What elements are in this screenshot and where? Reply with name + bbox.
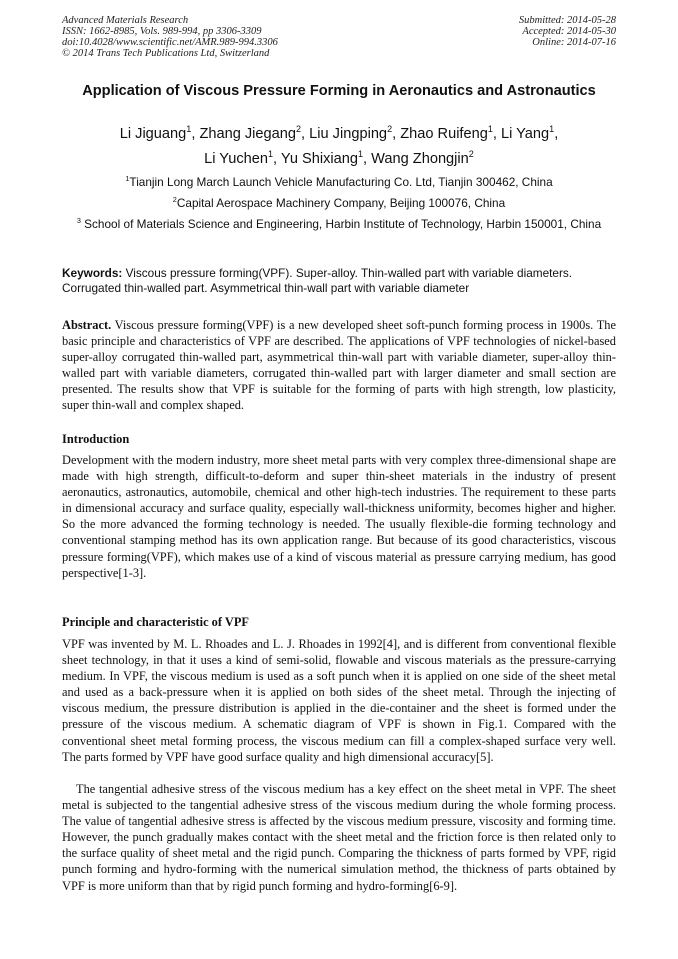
author: Zhang Jiegang$^2$ bbox=[199, 124, 302, 142]
publication-dates bbox=[519, 15, 616, 48]
affiliation-3: $^3$ School of Materials Science and Engineering, Harbin Institute of Technology, Harbin 150001, China bbox=[76, 216, 602, 231]
author: Li Yuchen$^1$ bbox=[204, 149, 274, 167]
journal-info bbox=[62, 15, 278, 59]
section-heading-principle: Principle and characteristic of VPF bbox=[62, 615, 249, 629]
keywords-text: Viscous pressure forming(VPF). Super-alloy. Thin-walled part with variable diameters. Corrugated thin-walled part. Asymmetrical thin-wall part with variable diameter bbox=[62, 266, 573, 295]
author: Zhao Ruifeng$^1$ bbox=[400, 124, 493, 142]
keywords bbox=[62, 266, 616, 296]
author: Wang Zhongjin$^2$ bbox=[371, 149, 474, 167]
abstract-text: Viscous pressure forming(VPF) is a new developed sheet soft-punch forming process in 1900s. The basic principle and characteristics of VPF are described. The applications of VPF technologies of nickel-based super-alloy corrugated thin-walled part, asymmetrical thin-wall part with variable diameter, super-alloy thin-walled part with variable diameters, corrugated thin-walled part with larger diameter and small section are presented. The results show that VPF is suitable for the forming of parts with high strength, low plasticity, super thin-wall and complex shaped. bbox=[62, 318, 616, 413]
author: Li Jiguang$^1$ bbox=[119, 124, 192, 142]
doi-line: doi:10.4028/www.scientific.net/AMR.989-994.3306 bbox=[62, 37, 278, 48]
journal-name: Advanced Materials Research bbox=[62, 15, 189, 26]
abstract bbox=[62, 317, 616, 414]
principle-paragraph-2: The tangential adhesive stress of the viscous medium has a key effect on the sheet metal in VPF. The sheet metal is subjected to the tangential adhesive stress of the viscous medium during the whole forming process. The value of tangential adhesive stress is affected by the viscous medium pressure, viscosity and forming time. However, the punch gradually makes contact with the sheet metal and the friction force is then related only to the surface quality of sheet metal and the rigid punch. Comparing the thickness of parts formed by VPF, rigid punch forming and hydro-forming with the numerical simulation method, the thickness of parts obtained by VPF is more uniform than that by rigid punch forming and hydro-forming[6-9]. bbox=[62, 782, 616, 893]
author: Yu Shixiang$^1$ bbox=[280, 149, 364, 167]
author-list: Li Jiguang$^1$, Zhang Jiegang$^2$, Liu Jingping$^2$, Zhao Ruifeng$^1$, Li Yang$^1$, Li Yuchen$^1$, Yu Shixiang$^1$, Wang Zhongjin$^2$ bbox=[119, 124, 559, 167]
section-heading-introduction: Introduction bbox=[62, 432, 130, 446]
introduction-paragraph: Development with the modern industry, more sheet metal parts with very complex three-dimensional shape are made with high strength, difficult-to-deform and super thin-sheet materials in the industry of present aeronautics, astronautics, automobile, chemical and other high-tech industries. The requirement to these parts in dimensional accuracy and surface quality, especially wall-thickness uniformity, becomes higher and higher. So the more advanced the forming technology is needed. The usually flexible-die forming technology and conventional stamping method has its own application range. But because of its good characteristics, viscous pressure forming(VPF), which makes use of a kind of viscous material as pressure carrying medium, has good perspective[1-3]. bbox=[62, 453, 616, 580]
accepted-date: Accepted: 2014-05-30 bbox=[522, 26, 616, 37]
abstract-label: Abstract. bbox=[62, 318, 112, 332]
principle-paragraph-1: VPF was invented by M. L. Rhoades and L. J. Rhoades in 1992[4], and is different from conventional flexible sheet technology, in that it uses a kind of semi-solid, flowable and viscous materials as the pressure-carrying medium. In VPF, the viscous medium is used as a soft punch when it is applied on one side of the sheet metal and used as a back-pressure when it is applied on both sides of the sheet metal. Through the injecting of viscous medium, the pressure distribution is applied in the die-container and the sheet is formed under the pressure of the viscous medium. A schematic diagram of VPF is shown in Fig.1. Compared with the conventional sheet metal forming process, the viscous medium can fill a complex-shaped surface very well. The parts formed by VPF have good surface quality and high dimensional accuracy[5]. bbox=[62, 637, 616, 764]
online-date: Online: 2014-07-16 bbox=[532, 37, 616, 48]
keywords-label: Keywords: bbox=[62, 266, 123, 280]
copyright-line: © 2014 Trans Tech Publications Ltd, Switzerland bbox=[62, 48, 270, 59]
affiliation-2: $^2$Capital Aerospace Machinery Company, Beijing 100076, China bbox=[172, 195, 506, 210]
paper-title: Application of Viscous Pressure Forming in Aeronautics and Astronautics bbox=[82, 83, 596, 99]
author: Liu Jingping$^2$ bbox=[309, 124, 393, 142]
submitted-date: Submitted: 2014-05-28 bbox=[518, 15, 616, 26]
author: Li Yang$^1$ bbox=[501, 124, 555, 142]
affiliation-1: $^1$Tianjin Long March Launch Vehicle Manufacturing Co. Ltd, Tianjin 300462, China bbox=[125, 174, 553, 189]
issn-line: ISSN: 1662-8985, Vols. 989-994, pp 3306-3309 bbox=[62, 26, 262, 37]
